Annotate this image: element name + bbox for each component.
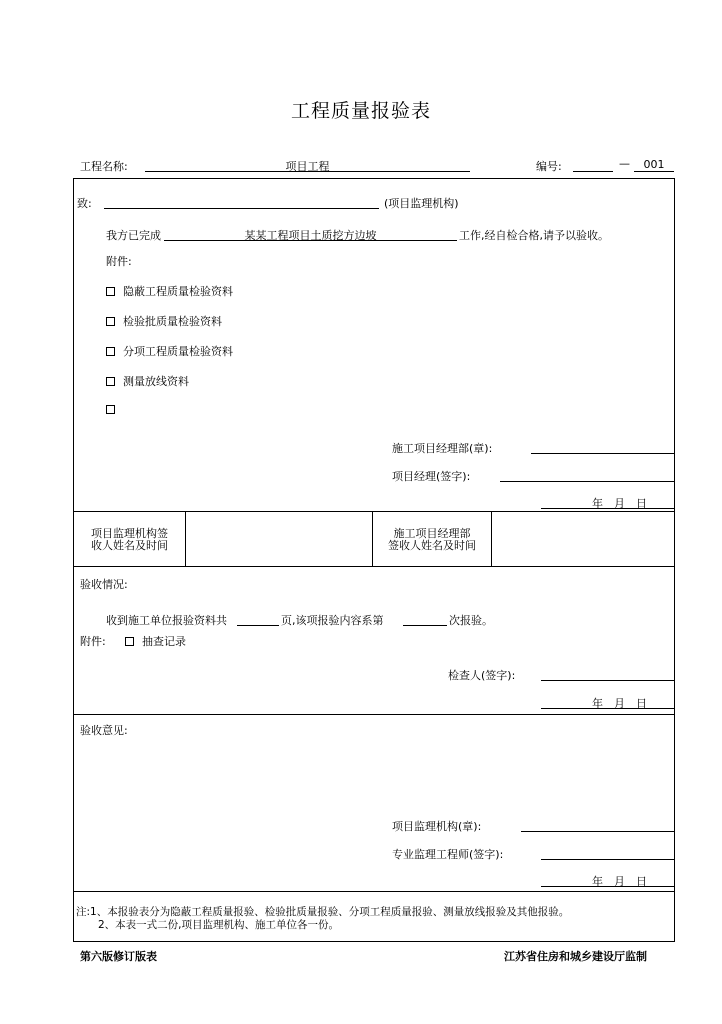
contractor-manager-field[interactable] [500,481,674,482]
contractor-dept-label: 施工项目经理部(章): [392,442,493,455]
supervisor-org-field[interactable] [521,831,674,832]
engineer-label: 专业监理工程师(签字): [392,848,504,861]
supervisor-receipt-label: 项目监理机构签 收人姓名及时间 [91,527,168,552]
to-field[interactable] [104,208,379,209]
contractor-date-underline [541,508,674,509]
form-title: 工程质量报验表 [290,100,431,122]
receipt-vline-1 [185,512,186,567]
statement-suffix: 工作,经自检合格,请予以验收。 [459,229,609,242]
checkbox-icon[interactable] [106,287,115,296]
opinion-heading: 验收意见: [80,724,128,737]
inspection-date-underline [541,708,674,709]
divider-opinion-bottom [73,891,675,892]
attachment-item[interactable]: 测量放线资料 [106,373,189,389]
checkbox-icon[interactable] [106,405,115,414]
footer-version: 第六版修订版表 [80,950,157,963]
statement-prefix: 我方已完成 [106,229,161,242]
inspector-field[interactable] [541,680,674,681]
attachment-item[interactable]: 检验批质量检验资料 [106,313,222,329]
note-line-1: 注:1、本报验表分为隐蔽工程质量报验、检验批质量报验、分项工程质量报验、测量放线报验及其他报验。 [76,906,570,918]
divider-inspection-bottom [73,714,675,715]
checkbox-icon[interactable] [106,347,115,356]
inspection-date: 年 月 日 [592,697,647,710]
number-label: 编号: [536,160,562,173]
pages-count-field[interactable] [237,625,279,626]
to-suffix: (项目监理机构) [384,197,459,210]
attachment-item[interactable] [106,403,123,416]
contractor-receipt-label: 施工项目经理部 签收人姓名及时间 [388,527,476,552]
contractor-receipt-field[interactable] [493,513,674,565]
inspection-times-field[interactable] [403,625,447,626]
footer-issuer: 江苏省住房和城乡建设厅监制 [504,950,647,963]
checkbox-icon[interactable] [106,377,115,386]
project-name-field[interactable]: 项目工程 [285,160,330,173]
contractor-dept-field[interactable] [531,453,674,454]
divider-receipt-bottom [73,566,675,567]
contractor-manager-label: 项目经理(签字): [392,470,471,483]
inspection-sentence-suffix: 次报验。 [449,614,493,627]
inspection-heading: 验收情况: [80,578,128,591]
project-name-label: 工程名称: [80,160,128,173]
opinion-date: 年 月 日 [592,875,647,888]
inspection-sentence-prefix: 收到施工单位报验资料共 [106,614,227,627]
supervisor-org-label: 项目监理机构(章): [392,820,482,833]
attachment-item[interactable]: 隐蔽工程质量检验资料 [106,283,233,299]
number-prefix-field[interactable] [573,171,613,172]
inspection-attach-label: 附件: [80,635,106,648]
attachments-label: 附件: [106,255,132,268]
divider-receipt-top [73,511,675,512]
inspector-label: 检查人(签字): [448,669,516,682]
engineer-field[interactable] [541,859,674,860]
supervisor-receipt-field[interactable] [187,513,371,565]
number-dash: — [619,157,630,170]
receipt-vline-3 [491,512,492,567]
attachment-item[interactable]: 分项工程质量检验资料 [106,343,233,359]
number-underline [634,171,674,172]
note-line-2: 2、本表一式二份,项目监理机构、施工单位各一份。 [98,919,340,931]
contractor-date: 年 月 日 [592,497,647,510]
checkbox-icon[interactable] [125,637,134,646]
number-field[interactable]: 001 [643,158,665,171]
to-label: 致: [77,197,92,210]
work-name-field[interactable]: 某某工程项目土质挖方边坡 [244,229,377,242]
inspection-attach-item[interactable]: 抽查记录 [125,633,186,649]
checkbox-icon[interactable] [106,317,115,326]
inspection-sentence-mid: 页,该项报验内容系第 [281,614,384,627]
opinion-date-underline [541,886,674,887]
